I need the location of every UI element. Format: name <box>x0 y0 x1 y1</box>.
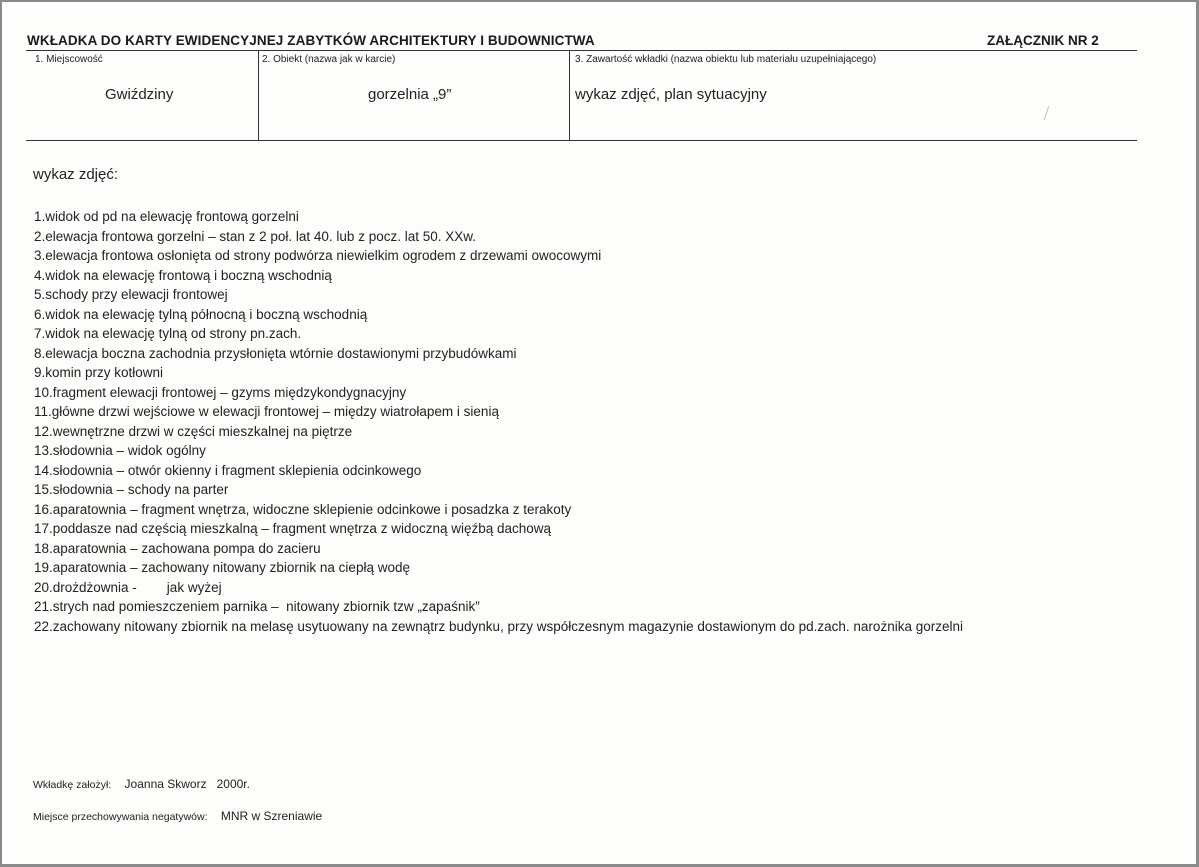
field-contents-label: 3. Zawartość wkładki (nazwa obiektu lub materiału uzupełniającego) <box>575 54 877 65</box>
list-item: 20.drożdżownia - jak wyżej <box>34 579 222 595</box>
pencil-mark <box>1044 106 1049 120</box>
list-item: 21.strych nad pomieszczeniem parnika – nitowany zbiornik tzw „zapaśnik” <box>34 599 480 614</box>
storage-row <box>33 809 322 823</box>
document-title: WKŁADKA DO KARTY EWIDENCYJNEJ ZABYTKÓW ARCHITEKTURY I BUDOWNICTWA <box>27 33 595 48</box>
list-item: 8.elewacja boczna zachodnia przysłonięta wtórnie dostawionymi przybudówkami <box>34 345 517 361</box>
author-value: Joanna Skworz 2000r. <box>124 777 250 791</box>
table-top-rule <box>26 50 1137 51</box>
list-item: 16.aparatownia – fragment wnętrza, widoczne sklepienie odcinkowe i posadzka z terakoty <box>34 501 572 517</box>
author-row <box>33 777 250 791</box>
list-item: 1.widok od pd na elewację frontową gorzelni <box>34 209 299 224</box>
field-object-value: gorzelnia „9” <box>368 86 452 103</box>
storage-label: Miejsce przechowywania negatywów: <box>33 811 208 823</box>
field-location-value: Gwiździny <box>105 86 174 103</box>
list-item: 13.słodownia – widok ogólny <box>34 443 206 458</box>
list-item: 3.elewacja frontowa osłonięta od strony podwórza niewielkim ogrodem z drzewami owocowymi <box>34 248 602 263</box>
author-label: Wkładkę założył: <box>33 779 112 791</box>
list-item: 17.poddasze nad częścią mieszkalną – fragment wnętrza z widoczną więźbą dachową <box>34 521 552 536</box>
document-sheet <box>2 2 1196 864</box>
list-item: 22.zachowany nitowany zbiornik na melasę usytuowany na zewnątrz budynku, przy współczesnym magazynie dostawionym do pd.zach. narożnika gorzelni <box>34 618 963 634</box>
list-item: 5.schody przy elewacji frontowej <box>34 287 228 302</box>
photo-list <box>34 207 963 636</box>
list-item: 12.wewnętrzne drzwi w części mieszkalnej na piętrze <box>34 423 353 439</box>
list-item: 4.widok na elewację frontową i boczną wschodnią <box>34 267 332 283</box>
list-item: 15.słodownia – schody na parter <box>34 482 229 497</box>
list-item: 9.komin przy kotłowni <box>34 365 164 380</box>
table-divider-2 <box>569 50 570 141</box>
storage-value: MNR w Szreniawie <box>220 809 323 823</box>
list-item: 7.widok na elewację tylną od strony pn.zach. <box>34 326 302 341</box>
list-item: 19.aparatownia – zachowany nitowany zbiornik na ciepłą wodę <box>34 560 410 575</box>
field-location-label: 1. Miejscowość <box>35 54 103 65</box>
list-item: 11.główne drzwi wejściowe w elewacji frontowej – między wiatrołapem i sienią <box>34 404 499 419</box>
list-item: 6.widok na elewację tylną północną i boczną wschodnią <box>34 306 368 322</box>
field-contents-value: wykaz zdjęć, plan sytuacyjny <box>575 86 767 103</box>
section-title: wykaz zdjęć: <box>33 166 119 183</box>
table-bottom-rule <box>26 140 1137 141</box>
field-object-label: 2. Obiekt (nazwa jak w karcie) <box>262 54 396 65</box>
table-divider-1 <box>258 50 259 141</box>
list-item: 14.słodownia – otwór okienny i fragment sklepienia odcinkowego <box>34 462 422 478</box>
list-item: 2.elewacja frontowa gorzelni – stan z 2 poł. lat 40. lub z pocz. lat 50. XXw. <box>34 228 476 244</box>
list-item: 18.aparatownia – zachowana pompa do zacieru <box>34 540 321 556</box>
annex-number: ZAŁĄCZNIK NR 2 <box>987 33 1099 48</box>
list-item: 10.fragment elewacji frontowej – gzyms międzykondygnacyjny <box>34 384 407 400</box>
